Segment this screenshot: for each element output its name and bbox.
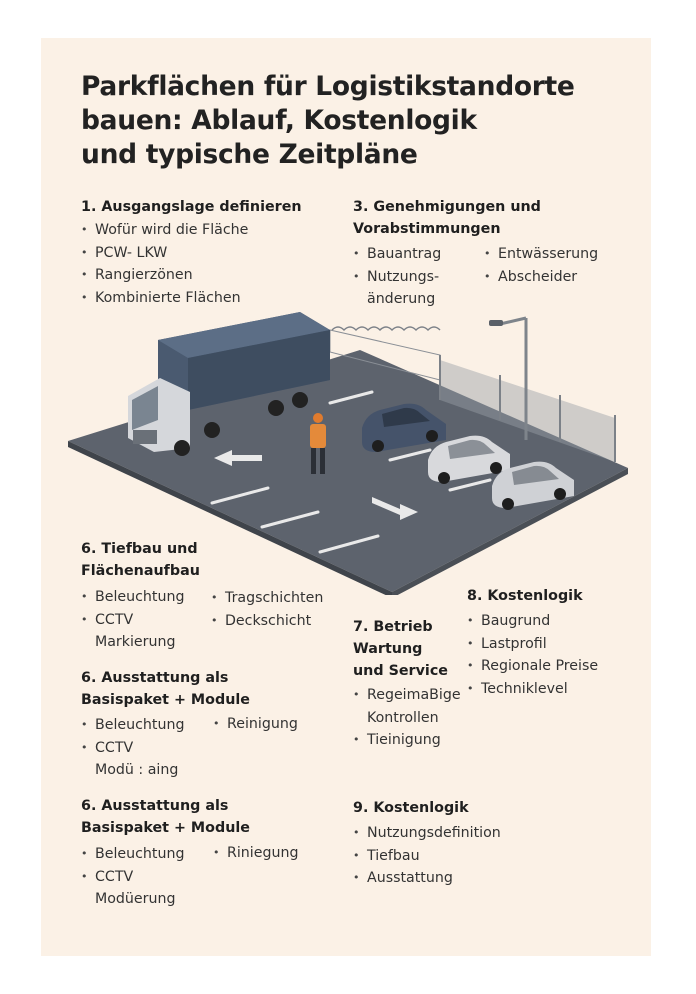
list-item-line: Markierung [95,634,176,650]
section-1-list [81,219,248,309]
heading-line: 6. Tiefbau und [81,541,198,557]
list-item: • Entwässerung [484,243,598,266]
section-6c-list-left [81,843,184,911]
heading-line: Wartung [353,641,423,657]
section-6a-list-right [211,587,323,632]
list-item: • Lastprofil [467,633,598,656]
section-8-list [467,610,598,700]
title-line: und typische Zeitpläne [81,139,418,170]
list-item: • Deckschicht [211,610,323,633]
list-item-line: • CCTV [95,868,134,885]
section-1-heading: 1. Ausgangslage definieren [81,199,302,215]
list-item: • Ausstattung [353,867,501,890]
section-6c-heading [81,795,250,839]
list-item-line: Kontrollen [367,709,439,726]
heading-line: 3. Genehmigungen und [353,199,541,215]
section-7-list [353,684,461,752]
list-item: • PCW- LKW [81,242,248,265]
list-item: • Wofür wird die Fläche [81,219,248,242]
heading-line: Flächenaufbau [81,563,200,579]
list-item: • Kombinierte Flächen [81,287,248,310]
list-item: • Abscheider [484,266,598,289]
list-item-line: • CCTV [95,739,134,756]
section-7-heading [353,616,448,682]
list-item: • Riniegung [213,842,298,865]
section-3-heading [353,196,541,240]
heading-line: und Service [353,663,449,679]
section-6b-list-right [213,713,298,736]
list-item [81,866,184,911]
list-item: • Nutzungsdefinition [353,822,501,845]
heading-line: 7. Betrieb [353,619,433,635]
title-line: bauen: Ablauf, Kostenlogik [81,105,477,136]
list-item: • Bauantrag [353,243,441,266]
list-item-line: • RegeimaBige [367,687,461,703]
list-item: • Reinigung [213,713,298,736]
heading-line: Basispaket + Module [81,692,250,708]
section-6b-heading [81,667,250,711]
list-item: • Tragschichten [211,587,323,610]
list-item: • Tieinigung [353,729,461,752]
list-item [353,684,461,729]
section-6a-list-left [81,586,184,654]
list-item-line: • Nutzungs- [367,268,440,285]
list-item-line: Modüerung [95,891,176,907]
section-9-list [353,822,501,890]
list-item: • Regionale Preise [467,655,598,678]
list-item: • Tiefbau [353,845,501,868]
list-item [81,609,184,654]
list-item: • Beleuchtung [81,714,184,737]
list-item [353,266,441,311]
section-6a-heading [81,538,200,582]
list-item-line: • CCTV [95,611,134,628]
section-3-list-right [484,243,598,288]
heading-line: Basispaket + Module [81,820,250,836]
section-9-heading: 9. Kostenlogik [353,800,469,816]
section-6b-list-left [81,714,184,782]
list-item-line: Modü : aing [95,762,179,778]
heading-line: 6. Ausstattung als [81,670,229,686]
page-title [81,70,621,172]
list-item: • Beleuchtung [81,843,184,866]
heading-line: 6. Ausstattung als [81,798,229,814]
section-3-list-left [353,243,441,311]
section-6c-list-right [213,842,298,865]
title-line: Parkflächen für Logistikstandorte [81,71,575,102]
list-item: • Rangierzönen [81,264,248,287]
section-8-heading: 8. Kostenlogik [467,588,583,604]
list-item-line: änderung [367,291,436,307]
list-item: • Techniklevel [467,678,598,701]
list-item: • Beleuchtung [81,586,184,609]
list-item: • Baugrund [467,610,598,633]
list-item [81,737,184,782]
heading-line: Vorabstimmungen [353,221,501,237]
